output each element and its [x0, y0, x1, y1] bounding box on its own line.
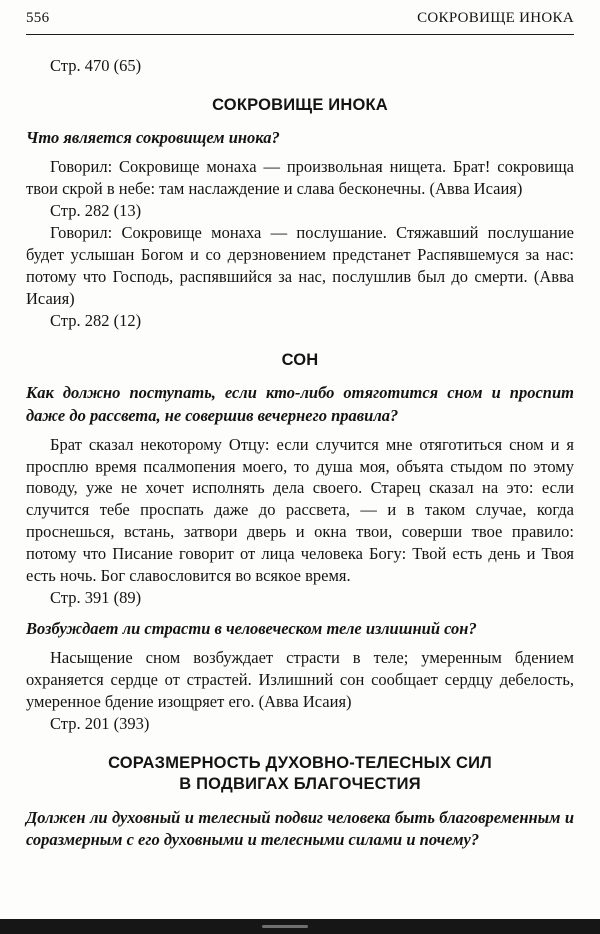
page-number: 556 [26, 10, 50, 26]
section-title-sorazmernost [26, 753, 574, 796]
question: Возбуждает ли страсти в человеческом теле излишний сон? [26, 619, 477, 639]
section-title-line-2: В ПОДВИГАХ БЛАГОЧЕСТИЯ [179, 775, 421, 794]
answer-paragraph: Говорил: Сокровище монаха — послушание. Стяжавший послушание будет услышан Богом и со дерзновением предстанет Распявшемуся за нас: потому что Господь, распявшийся за нас, послушлив был до смерти. (Авва Исаия) [26, 222, 574, 308]
reader-bottom-bar[interactable] [0, 919, 600, 934]
section-title-line-1: СОРАЗМЕРНОСТЬ ДУХОВНО-ТЕЛЕСНЫХ СИЛ [108, 753, 492, 772]
answer-paragraph: Насыщение сном возбуждает страсти в теле; умеренным бдением охраняется сердце от страстей. Излишний сон сообщает сердцу дебелость, умеренное бдение изощряет его. (Авва Исаия) [26, 647, 574, 711]
source-reference: Стр. 282 (13) [50, 201, 142, 221]
question: Как должно поступать, если кто-либо отяготится сном и проспит даже до рассвета, не совершив вечернего правила? [26, 383, 574, 425]
answer-paragraph: Говорил: Сокровище монаха — произвольная нищета. Брат! сокровища твои скрой в небе: там наслаждение и слава бесконечны. (Авва Исаия) [26, 157, 574, 199]
source-reference: Стр. 282 (12) [50, 310, 142, 330]
running-title: СОКРОВИЩЕ ИНОКА [417, 10, 574, 26]
question: Что является сокровищем инока? [26, 128, 280, 148]
source-reference: Стр. 470 (65) [50, 56, 142, 75]
section-title-son: СОН [281, 350, 319, 369]
reader-progress-indicator[interactable] [262, 925, 308, 928]
source-reference: Стр. 201 (393) [50, 713, 150, 733]
question: Должен ли духовный и телесный подвиг человека быть благовременным и соразмерным с его духовными и телесными силами и почему? [26, 807, 574, 850]
answer-paragraph: Брат сказал некоторому Отцу: если случится мне отяготиться сном и я просплю время псалмопения моего, то душа моя, объята стыдом по этому поводу, уже не хочет исполнять дела своего. Старец сказал на это: если случится тебе проспать даже до рассвета, — и в таком случае, когда проснешься, встань, затвори дверь и окна твои, соверши твое правило: потому что Писание говорит от лица человека Богу: Твой есть день и Твоя есть ночь. Бог славословится во всякое время. [26, 434, 574, 586]
source-reference: Стр. 391 (89) [50, 588, 142, 608]
section-title-sokrovishche: СОКРОВИЩЕ ИНОКА [212, 95, 388, 114]
page-header [26, 10, 574, 35]
